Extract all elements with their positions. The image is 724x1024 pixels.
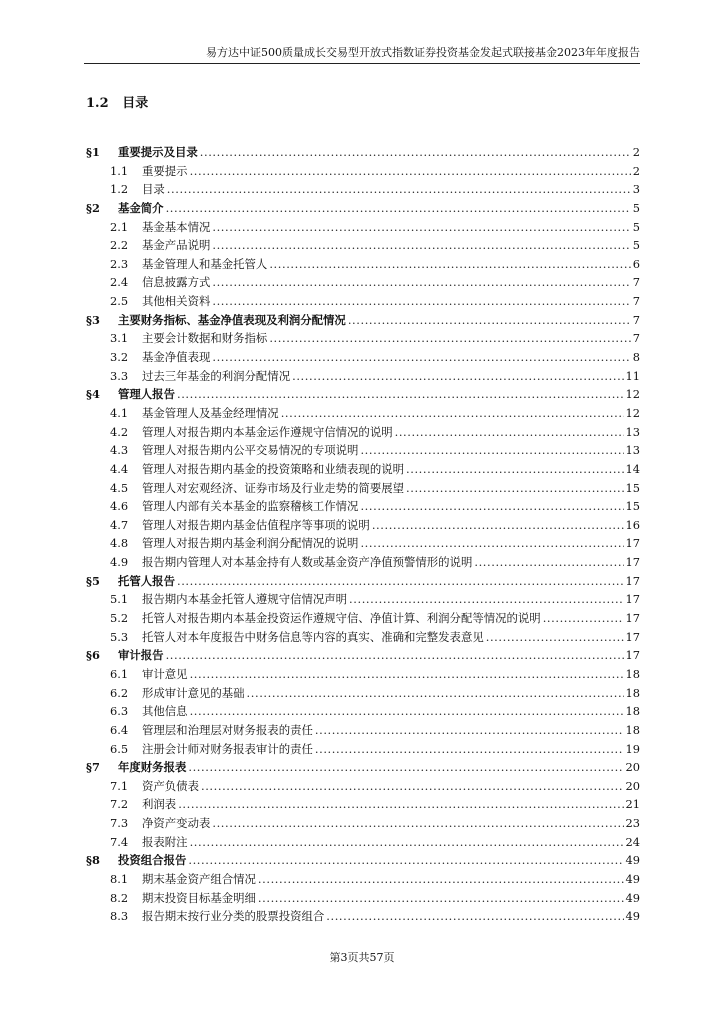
toc-entry-page: 2 xyxy=(632,145,640,159)
toc-entry-title: 期末投资目标基金明细 xyxy=(142,890,256,905)
toc-dot-leader xyxy=(166,648,624,662)
toc-chapter-entry[interactable] xyxy=(86,312,640,331)
toc-entry-number: 6.3 xyxy=(110,704,129,719)
toc-chapter-entry[interactable] xyxy=(86,386,640,405)
toc-entry[interactable] xyxy=(86,871,640,890)
toc-entry-page: 5 xyxy=(632,219,640,234)
toc-entry-number: 2.4 xyxy=(110,275,129,290)
toc-dot-leader xyxy=(212,275,630,289)
toc-entry-number: 8.1 xyxy=(110,871,129,886)
toc-dot-leader xyxy=(188,760,623,774)
toc-entry-number: 1.2 xyxy=(110,182,129,197)
toc-entry-page: 17 xyxy=(625,536,640,551)
toc-entry-number: 4.3 xyxy=(110,443,129,458)
toc-entry-title: 重要提示 xyxy=(142,163,188,178)
toc-entry-page: 49 xyxy=(625,890,640,905)
toc-entry-number: 2.1 xyxy=(110,219,129,234)
toc-entry-page: 2 xyxy=(632,163,640,178)
toc-entry-page: 7 xyxy=(632,331,640,346)
toc-entry-page: 17 xyxy=(625,555,640,570)
toc-entry-number: 6.4 xyxy=(110,722,129,737)
toc-entry-page: 17 xyxy=(625,648,640,663)
toc-entry[interactable] xyxy=(86,498,640,517)
toc-entry[interactable] xyxy=(86,349,640,368)
toc-entry-title: 主要财务指标、基金净值表现及利润分配情况 xyxy=(118,312,346,327)
toc-entry-number: 6.1 xyxy=(110,666,129,681)
toc-entry-number: §3 xyxy=(86,312,100,327)
toc-entry-title: 审计意见 xyxy=(142,666,188,681)
toc-entry-number: 5.1 xyxy=(110,592,129,607)
toc-entry-number: §4 xyxy=(86,387,100,402)
toc-entry-number: 4.7 xyxy=(110,517,129,532)
toc-entry-title: 托管人对报告期内本基金投资运作遵规守信、净值计算、利润分配等情况的说明 xyxy=(142,611,541,626)
toc-dot-leader xyxy=(178,797,623,811)
toc-entry[interactable] xyxy=(86,330,640,349)
toc-entry-page: 17 xyxy=(625,592,640,607)
toc-dot-leader xyxy=(258,872,624,886)
toc-dot-leader xyxy=(349,592,623,606)
toc-dot-leader xyxy=(360,499,623,513)
toc-entry-page: 49 xyxy=(625,853,640,868)
toc-dot-leader xyxy=(190,667,624,681)
toc-entry-page: 7 xyxy=(632,312,640,327)
toc-dot-leader xyxy=(292,369,623,383)
toc-entry-page: 7 xyxy=(632,294,640,309)
toc-entry-number: 8.2 xyxy=(110,890,129,905)
toc-dot-leader xyxy=(190,164,631,178)
toc-dot-leader xyxy=(486,630,624,644)
toc-entry-title: 管理层和治理层对财务报表的责任 xyxy=(142,722,313,737)
toc-entry-number: 4.8 xyxy=(110,536,129,551)
toc-entry[interactable] xyxy=(86,741,640,760)
toc-entry-page: 20 xyxy=(625,778,640,793)
toc-entry-title: 期末基金资产组合情况 xyxy=(142,871,256,886)
toc-entry[interactable] xyxy=(86,834,640,853)
toc-dot-leader xyxy=(247,686,624,700)
toc-entry-title: 管理人对报告期内基金估值程序等事项的说明 xyxy=(142,517,370,532)
toc-entry-number: 3.2 xyxy=(110,350,129,365)
toc-dot-leader xyxy=(212,238,630,252)
toc-entry[interactable] xyxy=(86,703,640,722)
toc-entry-title: 托管人对本年度报告中财务信息等内容的真实、准确和完整发表意见 xyxy=(142,629,484,644)
toc-entry-page: 7 xyxy=(632,275,640,290)
toc-dot-leader xyxy=(212,294,630,308)
toc-entry-number: §1 xyxy=(86,145,100,159)
page-footer: 第3页共57页 xyxy=(329,951,395,964)
toc-dot-leader xyxy=(360,536,623,550)
toc-entry-page: 3 xyxy=(632,182,640,197)
toc-entry[interactable] xyxy=(86,610,640,629)
toc-entry-page: 16 xyxy=(625,517,640,532)
toc-entry[interactable] xyxy=(86,442,640,461)
toc-entry[interactable] xyxy=(86,591,640,610)
toc-entry-number: 4.9 xyxy=(110,555,129,570)
toc-entry[interactable] xyxy=(86,293,640,312)
toc-entry-page: 23 xyxy=(625,816,640,831)
toc-entry-page: 17 xyxy=(625,611,640,626)
toc-dot-leader xyxy=(188,853,623,867)
toc-entry-title: 报告期内管理人对本基金持有人数或基金资产净值预警情形的说明 xyxy=(142,555,473,570)
section-title: 目录 xyxy=(122,96,149,111)
toc-entry-number: 2.3 xyxy=(110,256,129,271)
toc-entry-page: 14 xyxy=(625,461,640,476)
toc-entry-title: 管理人对报告期内基金的投资策略和业绩表现的说明 xyxy=(142,461,404,476)
toc-entry[interactable] xyxy=(86,405,640,424)
toc-entry-title: 投资组合报告 xyxy=(118,853,187,868)
toc-entry-title: 审计报告 xyxy=(118,648,164,663)
toc-entry-number: 4.4 xyxy=(110,461,129,476)
toc-dot-leader xyxy=(212,816,623,830)
toc-entry-title: 目录 xyxy=(142,182,165,197)
toc-entry-page: 24 xyxy=(625,834,640,849)
toc-chapter-entry[interactable] xyxy=(86,759,640,778)
toc-entry-number: 4.5 xyxy=(110,480,129,495)
toc-entry-number: 6.5 xyxy=(110,741,129,756)
toc-entry-title: 重要提示及目录 xyxy=(118,145,198,159)
toc-chapter-entry[interactable] xyxy=(86,852,640,871)
toc-entry-page: 15 xyxy=(625,499,640,514)
toc-entry-number: 7.3 xyxy=(110,816,129,831)
section-heading xyxy=(86,92,148,111)
toc-entry-number: §2 xyxy=(86,200,100,215)
toc-entry-title: 基金简介 xyxy=(118,200,164,215)
toc-entry-number: §8 xyxy=(86,853,100,868)
toc-entry[interactable] xyxy=(86,796,640,815)
toc-entry-title: 管理人对报告期内公平交易情况的专项说明 xyxy=(142,443,359,458)
toc-entry-title: 基金管理人和基金托管人 xyxy=(142,256,268,271)
toc-entry-page: 5 xyxy=(632,200,640,215)
toc-entry-page: 21 xyxy=(625,797,640,812)
toc-entry[interactable] xyxy=(86,256,640,275)
toc-entry-page: 18 xyxy=(625,685,640,700)
toc-entry-title: 基金产品说明 xyxy=(142,238,211,253)
toc-entry-title: 利润表 xyxy=(142,797,177,812)
toc-entry-number: 7.4 xyxy=(110,834,129,849)
toc-entry-number: 1.1 xyxy=(110,163,129,178)
toc-entry-page: 13 xyxy=(625,424,640,439)
toc-entry-number: 4.1 xyxy=(110,405,129,420)
toc-entry-title: 管理人报告 xyxy=(118,387,175,402)
toc-entry[interactable] xyxy=(86,480,640,499)
toc-entry[interactable] xyxy=(86,517,640,536)
toc-entry-page: 5 xyxy=(632,238,640,253)
toc-dot-leader xyxy=(406,481,624,495)
toc-entry-title: 基金管理人及基金经理情况 xyxy=(142,405,279,420)
toc-entry-page: 18 xyxy=(625,722,640,737)
header-rule xyxy=(84,63,640,64)
toc-entry-page: 12 xyxy=(625,387,640,402)
toc-entry-page: 12 xyxy=(625,405,640,420)
toc-entry[interactable] xyxy=(86,778,640,797)
section-number: 1.2 xyxy=(86,96,109,111)
toc-dot-leader xyxy=(372,518,624,532)
toc-entry-number: 3.3 xyxy=(110,368,129,383)
toc-entry-number: 7.1 xyxy=(110,778,129,793)
toc-entry-page: 49 xyxy=(625,871,640,886)
toc-dot-leader xyxy=(166,201,631,215)
toc-entry-page: 11 xyxy=(625,368,640,383)
toc-entry[interactable] xyxy=(86,722,640,741)
toc-dot-leader xyxy=(360,443,623,457)
toc-entry[interactable] xyxy=(86,424,640,443)
toc-chapter-entry[interactable] xyxy=(86,573,640,592)
toc-dot-leader xyxy=(177,387,624,401)
toc-entry-title: 形成审计意见的基础 xyxy=(142,685,245,700)
toc-entry-number: 3.1 xyxy=(110,331,129,346)
toc-entry-number: 4.6 xyxy=(110,499,129,514)
toc-entry[interactable] xyxy=(86,368,640,387)
toc-entry-number: 5.2 xyxy=(110,611,129,626)
toc-entry[interactable] xyxy=(86,629,640,648)
toc-entry-title: 管理人内部有关本基金的监察稽核工作情况 xyxy=(142,499,359,514)
toc-entry-number: 2.2 xyxy=(110,238,129,253)
toc-entry-title: 报告期末按行业分类的股票投资组合 xyxy=(142,909,325,924)
toc-entry-title: 净资产变动表 xyxy=(142,816,211,831)
toc-entry-page: 17 xyxy=(625,573,640,588)
toc-dot-leader xyxy=(326,909,623,923)
toc-entry-number: 8.3 xyxy=(110,909,129,924)
toc-entry-title: 其他信息 xyxy=(142,704,188,719)
toc-entry-number: 4.2 xyxy=(110,424,129,439)
toc-entry[interactable] xyxy=(86,890,640,909)
toc-entry-page: 6 xyxy=(632,256,640,271)
toc-entry-page: 8 xyxy=(632,350,640,365)
toc-entry[interactable] xyxy=(86,535,640,554)
toc-dot-leader xyxy=(258,891,624,905)
toc-entry[interactable] xyxy=(86,219,640,238)
toc-chapter-entry[interactable] xyxy=(86,647,640,666)
toc-entry-title: 管理人对报告期内基金利润分配情况的说明 xyxy=(142,536,359,551)
toc-entry-title: 过去三年基金的利润分配情况 xyxy=(142,368,291,383)
toc-dot-leader xyxy=(406,462,624,476)
toc-entry-number: §6 xyxy=(86,648,100,663)
toc-chapter-entry[interactable] xyxy=(86,144,640,163)
toc-entry[interactable] xyxy=(86,163,640,182)
toc-entry-title: 注册会计师对财务报表审计的责任 xyxy=(142,741,313,756)
toc-entry-number: 5.3 xyxy=(110,629,129,644)
toc-dot-leader xyxy=(315,723,624,737)
toc-entry-page: 19 xyxy=(625,741,640,756)
toc-dot-leader xyxy=(167,182,631,196)
toc-entry-page: 17 xyxy=(625,629,640,644)
toc-entry[interactable] xyxy=(86,908,640,927)
toc-entry[interactable] xyxy=(86,461,640,480)
toc-entry-page: 18 xyxy=(625,666,640,681)
toc-dot-leader xyxy=(212,220,630,234)
toc-dot-leader xyxy=(395,425,624,439)
toc-entry-page: 18 xyxy=(625,704,640,719)
toc-entry-title: 托管人报告 xyxy=(118,573,175,588)
toc-dot-leader xyxy=(200,145,631,159)
toc-entry[interactable] xyxy=(86,554,640,573)
toc-entry-title: 报表附注 xyxy=(142,834,188,849)
toc-entry-title: 其他相关资料 xyxy=(142,294,211,309)
toc-entry-title: 管理人对报告期内本基金运作遵规守信情况的说明 xyxy=(142,424,393,439)
toc-entry-title: 管理人对宏观经济、证券市场及行业走势的简要展望 xyxy=(142,480,404,495)
toc-entry-title: 主要会计数据和财务指标 xyxy=(142,331,268,346)
toc-dot-leader xyxy=(269,331,630,345)
toc-entry-title: 信息披露方式 xyxy=(142,275,211,290)
toc-dot-leader xyxy=(190,835,624,849)
document-header: 易方达中证500质量成长交易型开放式指数证券投资基金发起式联接基金2023年年度报告 xyxy=(206,46,640,59)
toc-entry[interactable] xyxy=(86,181,640,200)
toc-entry[interactable] xyxy=(86,237,640,256)
toc-dot-leader xyxy=(281,406,624,420)
toc-entry-page: 49 xyxy=(625,909,640,924)
toc-chapter-entry[interactable] xyxy=(86,200,640,219)
toc-entry-page: 13 xyxy=(625,443,640,458)
toc-entry-number: §5 xyxy=(86,573,100,588)
toc-dot-leader xyxy=(315,742,624,756)
toc-entry-title: 基金净值表现 xyxy=(142,350,211,365)
toc-entry[interactable] xyxy=(86,685,640,704)
table-of-contents xyxy=(86,144,640,927)
toc-entry-number: 7.2 xyxy=(110,797,129,812)
toc-dot-leader xyxy=(348,313,631,327)
toc-dot-leader xyxy=(212,350,630,364)
toc-dot-leader xyxy=(474,555,623,569)
toc-entry-number: §7 xyxy=(86,760,100,775)
toc-entry[interactable] xyxy=(86,666,640,685)
toc-entry-page: 20 xyxy=(625,760,640,775)
toc-entry-page: 15 xyxy=(625,480,640,495)
toc-entry-title: 基金基本情况 xyxy=(142,219,211,234)
toc-entry-title: 资产负债表 xyxy=(142,778,199,793)
toc-entry-number: 2.5 xyxy=(110,294,129,309)
toc-entry-title: 报告期内本基金托管人遵规守信情况声明 xyxy=(142,592,348,607)
toc-dot-leader xyxy=(190,704,624,718)
toc-entry-title: 年度财务报表 xyxy=(118,760,187,775)
toc-dot-leader xyxy=(269,257,630,271)
toc-dot-leader xyxy=(177,574,624,588)
toc-entry-number: 6.2 xyxy=(110,685,129,700)
toc-entry[interactable] xyxy=(86,815,640,834)
toc-dot-leader xyxy=(543,611,624,625)
toc-dot-leader xyxy=(201,779,624,793)
toc-entry[interactable] xyxy=(86,274,640,293)
